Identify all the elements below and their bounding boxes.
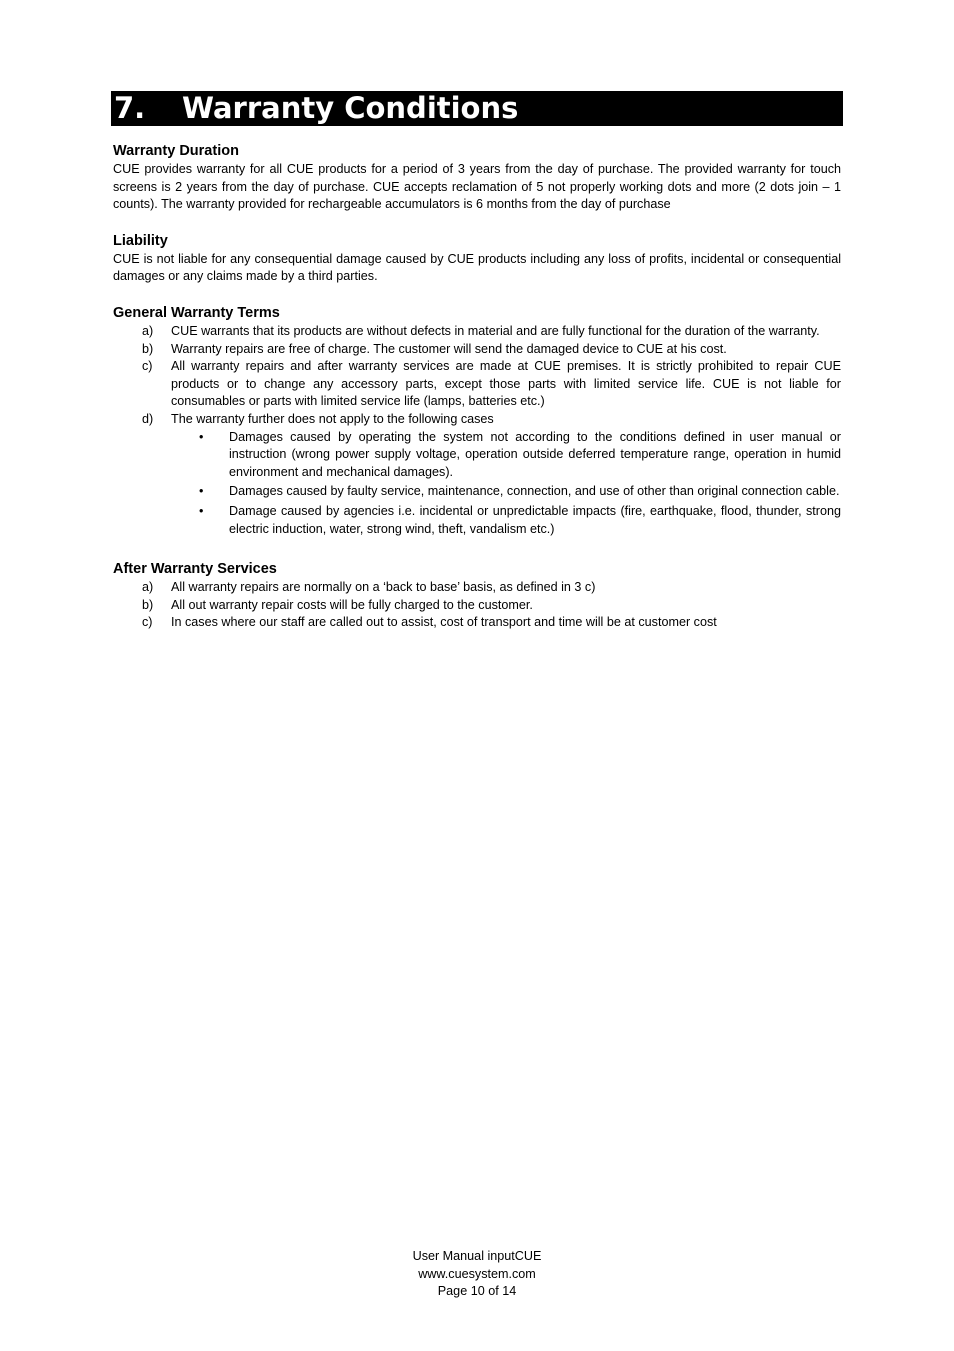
section-general-warranty-terms (113, 304, 841, 538)
list-marker: a) (142, 323, 154, 338)
section-paragraph: CUE provides warranty for all CUE products for a period of 3 years from the day of purchase. The provided warranty for touch screens is 2 years from the day of purchase. CUE accepts reclamation of 5 not properly working dots and more (2 dots join – 1 counts). The warranty provided for rechargeable accumulators is 6 months from the day of purchase (113, 162, 841, 212)
section-heading: Liability (113, 232, 168, 249)
terms-list (113, 323, 841, 538)
list-item-text: Warranty repairs are free of charge. The customer will send the damaged device to CUE at his cost. (171, 341, 727, 356)
section-heading: General Warranty Terms (113, 304, 280, 321)
document-body (113, 142, 841, 650)
bullet-item (171, 503, 841, 538)
bullet-text: Damage caused by agencies i.e. incidental or unpredictable impacts (fire, earthquake, flood, thunder, strong electric induction, water, strong wind, theft, vandalism etc.) (229, 503, 841, 536)
list-marker: a) (142, 580, 154, 595)
list-item-text: In cases where our staff are called out to assist, cost of transport and time will be at customer cost (171, 615, 717, 630)
chapter-title: Warranty Conditions (182, 91, 519, 125)
section-heading: Warranty Duration (113, 143, 239, 159)
bullet-item (171, 483, 841, 501)
after-services-list (113, 579, 841, 632)
bullet-text: Damages caused by operating the system not according to the conditions defined in user manual or instruction (wrong power supply voltage, operation outside deferred temperature range, operation in humid environment and mechanical damages). (229, 429, 841, 479)
list-marker: b) (142, 597, 154, 612)
list-item (113, 411, 841, 538)
list-marker: c) (142, 615, 153, 630)
footer-manual-name: User Manual inputCUE (412, 1249, 542, 1263)
bullet-marker: • (199, 503, 204, 518)
list-item (113, 614, 841, 632)
page-footer (0, 1248, 954, 1301)
list-item (113, 358, 841, 411)
list-item-text: All warranty repairs and after warranty services are made at CUE premises. It is strictly prohibited to repair CUE products or to change any accessory parts, except those parts with limited service life. CUE is not liable for consumables or parts with limited service life (lamps, batteries etc.) (171, 359, 841, 409)
list-item (113, 597, 841, 615)
list-marker: b) (142, 341, 154, 356)
footer-website: www.cuesystem.com (418, 1266, 536, 1281)
section-paragraph: CUE is not liable for any consequential damage caused by CUE products including any loss of profits, incidental or consequential damages or any claims made by a third parties. (113, 251, 841, 284)
section-heading: After Warranty Services (113, 561, 277, 578)
bullet-marker: • (199, 429, 204, 444)
footer-page-number: Page 10 of 14 (437, 1284, 517, 1299)
exclusions-list (171, 429, 841, 539)
list-item-text: All warranty repairs are normally on a ‘back to base’ basis, as defined in 3 c) (171, 580, 596, 595)
list-item-text: The warranty further does not apply to the following cases (171, 411, 494, 426)
section-after-warranty-services (113, 560, 841, 632)
list-item (113, 341, 841, 359)
bullet-item (171, 429, 841, 482)
section-liability (113, 232, 841, 286)
list-item-text: CUE warrants that its products are without defects in material and are fully functional for the duration of the warranty. (171, 323, 820, 338)
bullet-text: Damages caused by faulty service, maintenance, connection, and use of other than original connection cable. (229, 484, 840, 499)
bullet-marker: • (199, 484, 204, 499)
list-marker: d) (142, 411, 154, 426)
list-item-text: All out warranty repair costs will be fully charged to the customer. (171, 597, 533, 612)
list-marker: c) (142, 359, 153, 374)
list-item (113, 579, 841, 597)
section-warranty-duration (113, 142, 841, 214)
chapter-number: 7. (114, 91, 146, 125)
list-item (113, 323, 841, 341)
chapter-title-bar (111, 91, 843, 126)
